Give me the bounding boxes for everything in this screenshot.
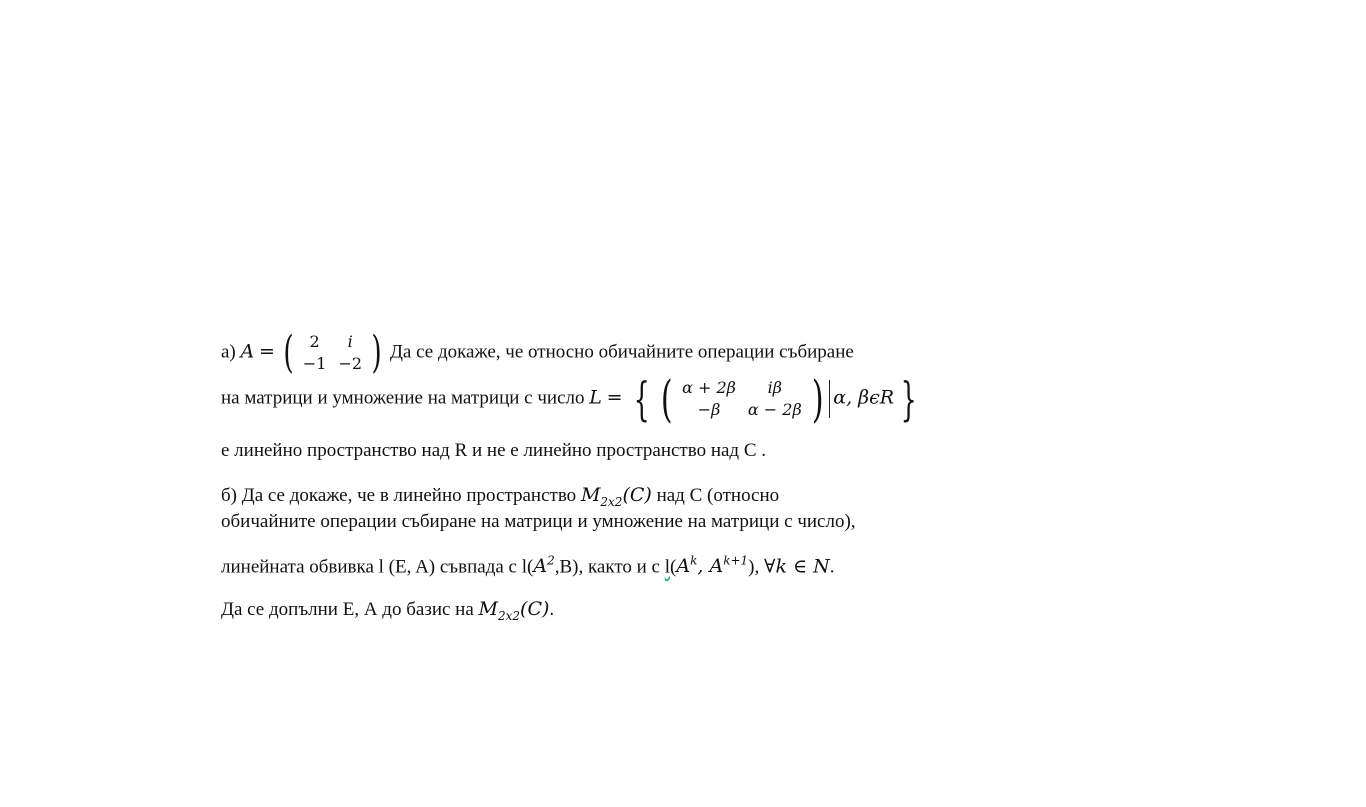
problem-line-3 (221, 440, 766, 462)
set-bar (829, 380, 830, 418)
matrix-a-cell: −2 (338, 354, 363, 373)
part-a-label: а) (221, 341, 236, 363)
line6-a: линейната обвивка l (E, A) съвпада с l( (221, 556, 534, 578)
part-a-text: Да се докаже, че относно обичайните операции събиране (389, 341, 854, 363)
problem-line-6 (221, 554, 835, 578)
left-paren: ( (660, 370, 673, 428)
problem-line-5 (221, 511, 856, 533)
problem-line-2 (221, 370, 923, 428)
left-paren: ( (283, 327, 294, 378)
var-l: L (589, 386, 602, 409)
var-a-k: $A^k$, $A^{k+1}$ (676, 554, 749, 578)
space-m: $M_{2x2}(C)$ (478, 598, 550, 623)
line5-text: обичайните операции събиране на матрици и умножение на матрици с число), (221, 511, 856, 532)
matrix-l-cell: α − 2β (747, 400, 802, 419)
matrix-l-cell: α + 2β (682, 378, 736, 397)
space-m: $M_{2x2}(C)$ (580, 484, 652, 509)
line3-text: е линейно пространство над R и не е линейно пространство над C . (221, 440, 767, 461)
line7-text: Да се допълни Е, А до базис на (221, 599, 474, 620)
matrix-a-cell: 2 (309, 332, 320, 351)
matrix-a (280, 327, 386, 378)
set-condition: α, βϵR (833, 386, 895, 409)
matrix-l-cell: iβ (767, 378, 782, 397)
k-in-n: k ∈ N (775, 555, 830, 578)
problem-line-7 (221, 598, 554, 623)
matrix-a-cell: −1 (302, 354, 327, 373)
line2-text: на матрици и умножение на матрици с число (221, 387, 585, 409)
line6-f: . (829, 556, 835, 578)
matrix-l (657, 370, 828, 428)
part-b-text2: над C (относно (656, 485, 780, 506)
spellcheck-l: l (664, 556, 671, 578)
equals-sign: = (259, 340, 275, 363)
line7-end: . (549, 599, 555, 620)
right-paren: ) (811, 370, 824, 428)
right-brace: } (900, 372, 917, 426)
equals-sign: = (606, 386, 623, 409)
matrix-a-cell: i (347, 332, 353, 351)
left-brace: { (633, 372, 650, 426)
var-a-squared: $A^2$ (533, 554, 555, 578)
var-a: A (240, 340, 255, 363)
line6-d: ), ∀ (748, 556, 776, 578)
matrix-l-cell: −β (697, 400, 721, 419)
line6-b: ,B), както и с (554, 556, 665, 578)
problem-line-1 (221, 327, 854, 378)
line6-c: ( (670, 556, 677, 578)
part-b-label: б) (221, 485, 237, 506)
part-b-text1: Да се докаже, че в линейно пространство (241, 485, 577, 506)
right-paren: ) (371, 327, 382, 378)
problem-line-4 (221, 484, 779, 509)
